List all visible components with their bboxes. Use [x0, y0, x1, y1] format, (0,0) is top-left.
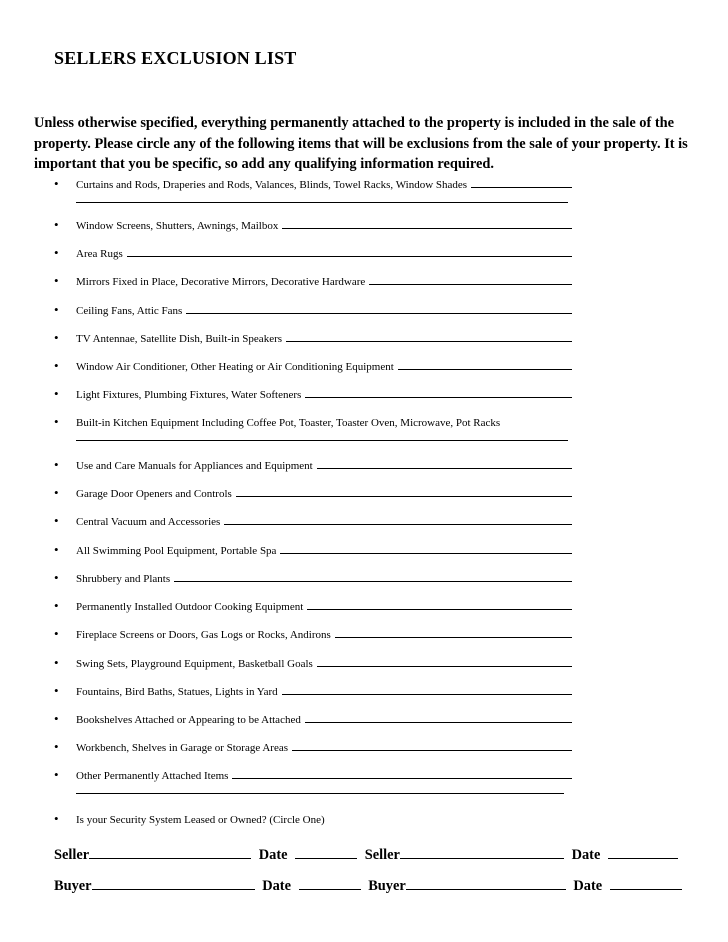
fill-in-line-continuation[interactable]: [76, 201, 568, 203]
seller-signature-row: [54, 845, 678, 864]
fill-in-line[interactable]: [232, 768, 572, 779]
bullet-icon: •: [54, 358, 59, 373]
seller-date-line[interactable]: [295, 845, 357, 859]
bullet-icon: •: [54, 626, 59, 641]
bullet-icon: •: [54, 330, 59, 345]
buyer-label: Buyer: [54, 878, 92, 894]
fill-in-line[interactable]: [307, 599, 572, 610]
exclusion-item-label: Shrubbery and Plants: [76, 573, 171, 585]
fill-in-line[interactable]: [236, 486, 572, 497]
exclusion-item-label: Central Vacuum and Accessories: [76, 516, 221, 528]
fill-in-line[interactable]: [280, 543, 572, 554]
intro-paragraph: Unless otherwise specified, everything permanently attached to the property is included in the sale of the property. Please circle any of the following items that will be exclusions from the sale of your property. It is important that you be specific, so add any qualifying information required.: [34, 115, 688, 172]
fill-in-line[interactable]: [398, 359, 572, 370]
bullet-icon: •: [54, 176, 59, 191]
bullet-icon: •: [54, 711, 59, 726]
exclusion-item-label: Is your Security System Leased or Owned? (Circle One): [76, 814, 325, 826]
buyer-signature-line[interactable]: [92, 876, 255, 890]
bullet-icon: •: [54, 739, 59, 754]
exclusion-item-label: Ceiling Fans, Attic Fans: [76, 305, 183, 317]
exclusion-item-label: Mirrors Fixed in Place, Decorative Mirrors, Decorative Hardware: [76, 276, 366, 288]
fill-in-line[interactable]: [317, 458, 572, 469]
exclusion-item-label: Bookshelves Attached or Appearing to be Attached: [76, 714, 301, 726]
seller-2-date-line[interactable]: [608, 845, 678, 859]
seller-label-2: Seller: [364, 847, 400, 863]
exclusion-item-label: Fountains, Bird Baths, Statues, Lights in Yard: [76, 686, 278, 698]
fill-in-line[interactable]: [174, 571, 572, 582]
bullet-icon: •: [54, 513, 59, 528]
exclusion-item-label: All Swimming Pool Equipment, Portable Spa: [76, 545, 277, 557]
buyer-2-date-line[interactable]: [610, 876, 682, 890]
seller-label: Seller: [54, 847, 90, 863]
fill-in-line[interactable]: [292, 740, 572, 751]
bullet-icon: •: [54, 570, 59, 585]
bullet-icon: •: [54, 683, 59, 698]
bullet-icon: •: [54, 273, 59, 288]
bullet-icon: •: [54, 485, 59, 500]
bullet-icon: •: [54, 386, 59, 401]
bullet-icon: •: [54, 414, 59, 429]
date-label-2: Date: [571, 847, 601, 863]
exclusion-item-label: Area Rugs: [76, 248, 123, 260]
fill-in-line[interactable]: [282, 218, 572, 229]
buyer-label-2: Buyer: [368, 878, 406, 894]
document-title: SELLERS EXCLUSION LIST: [54, 48, 297, 68]
fill-in-line[interactable]: [224, 514, 572, 525]
exclusion-item-label: Permanently Installed Outdoor Cooking Equipment: [76, 601, 304, 613]
fill-in-line[interactable]: [369, 274, 572, 285]
fill-in-line[interactable]: [471, 177, 572, 188]
bullet-icon: •: [54, 542, 59, 557]
exclusion-item-label: Swing Sets, Playground Equipment, Basketball Goals: [76, 658, 313, 670]
buyer-date-line[interactable]: [299, 876, 361, 890]
buyer-signature-row: [54, 876, 682, 895]
exclusion-item-label: Light Fixtures, Plumbing Fixtures, Water Softeners: [76, 389, 302, 401]
date-label: Date: [258, 847, 288, 863]
exclusion-item-label: Garage Door Openers and Controls: [76, 488, 232, 500]
bullet-icon: •: [54, 245, 59, 260]
fill-in-line[interactable]: [282, 684, 572, 695]
bullet-icon: •: [54, 302, 59, 317]
fill-in-line[interactable]: [127, 246, 572, 257]
exclusion-item-label: TV Antennae, Satellite Dish, Built-in Speakers: [76, 333, 283, 345]
bullet-icon: •: [54, 811, 59, 826]
exclusion-item-label: Window Screens, Shutters, Awnings, Mailbox: [76, 220, 279, 232]
exclusion-item-label: Built-in Kitchen Equipment Including Coffee Pot, Toaster, Toaster Oven, Microwave, Pot Racks: [76, 417, 501, 429]
date-label-3: Date: [262, 878, 291, 894]
exclusion-item-label: Window Air Conditioner, Other Heating or Air Conditioning Equipment: [76, 361, 394, 373]
fill-in-line[interactable]: [335, 627, 572, 638]
bullet-icon: •: [54, 457, 59, 472]
fill-in-line[interactable]: [305, 712, 572, 723]
bullet-icon: •: [54, 217, 59, 232]
exclusion-item-label: Curtains and Rods, Draperies and Rods, Valances, Blinds, Towel Racks, Window Shades: [76, 179, 468, 191]
bullet-icon: •: [54, 655, 59, 670]
seller-2-signature-line[interactable]: [400, 845, 564, 859]
buyer-2-signature-line[interactable]: [406, 876, 566, 890]
fill-in-line[interactable]: [305, 387, 572, 398]
bullet-icon: •: [54, 767, 59, 782]
seller-signature-line[interactable]: [89, 845, 251, 859]
fill-in-line[interactable]: [186, 303, 572, 314]
exclusion-item-label: Use and Care Manuals for Appliances and Equipment: [76, 460, 313, 472]
fill-in-line-continuation[interactable]: [76, 439, 568, 441]
fill-in-line[interactable]: [286, 331, 572, 342]
fill-in-line-continuation[interactable]: [76, 792, 564, 794]
exclusion-item-label: Fireplace Screens or Doors, Gas Logs or Rocks, Andirons: [76, 629, 331, 641]
fill-in-line[interactable]: [317, 656, 572, 667]
bullet-icon: •: [54, 598, 59, 613]
exclusion-item-label: Other Permanently Attached Items: [76, 770, 229, 782]
date-label-4: Date: [573, 878, 603, 894]
exclusion-item-label: Workbench, Shelves in Garage or Storage Areas: [76, 742, 289, 754]
